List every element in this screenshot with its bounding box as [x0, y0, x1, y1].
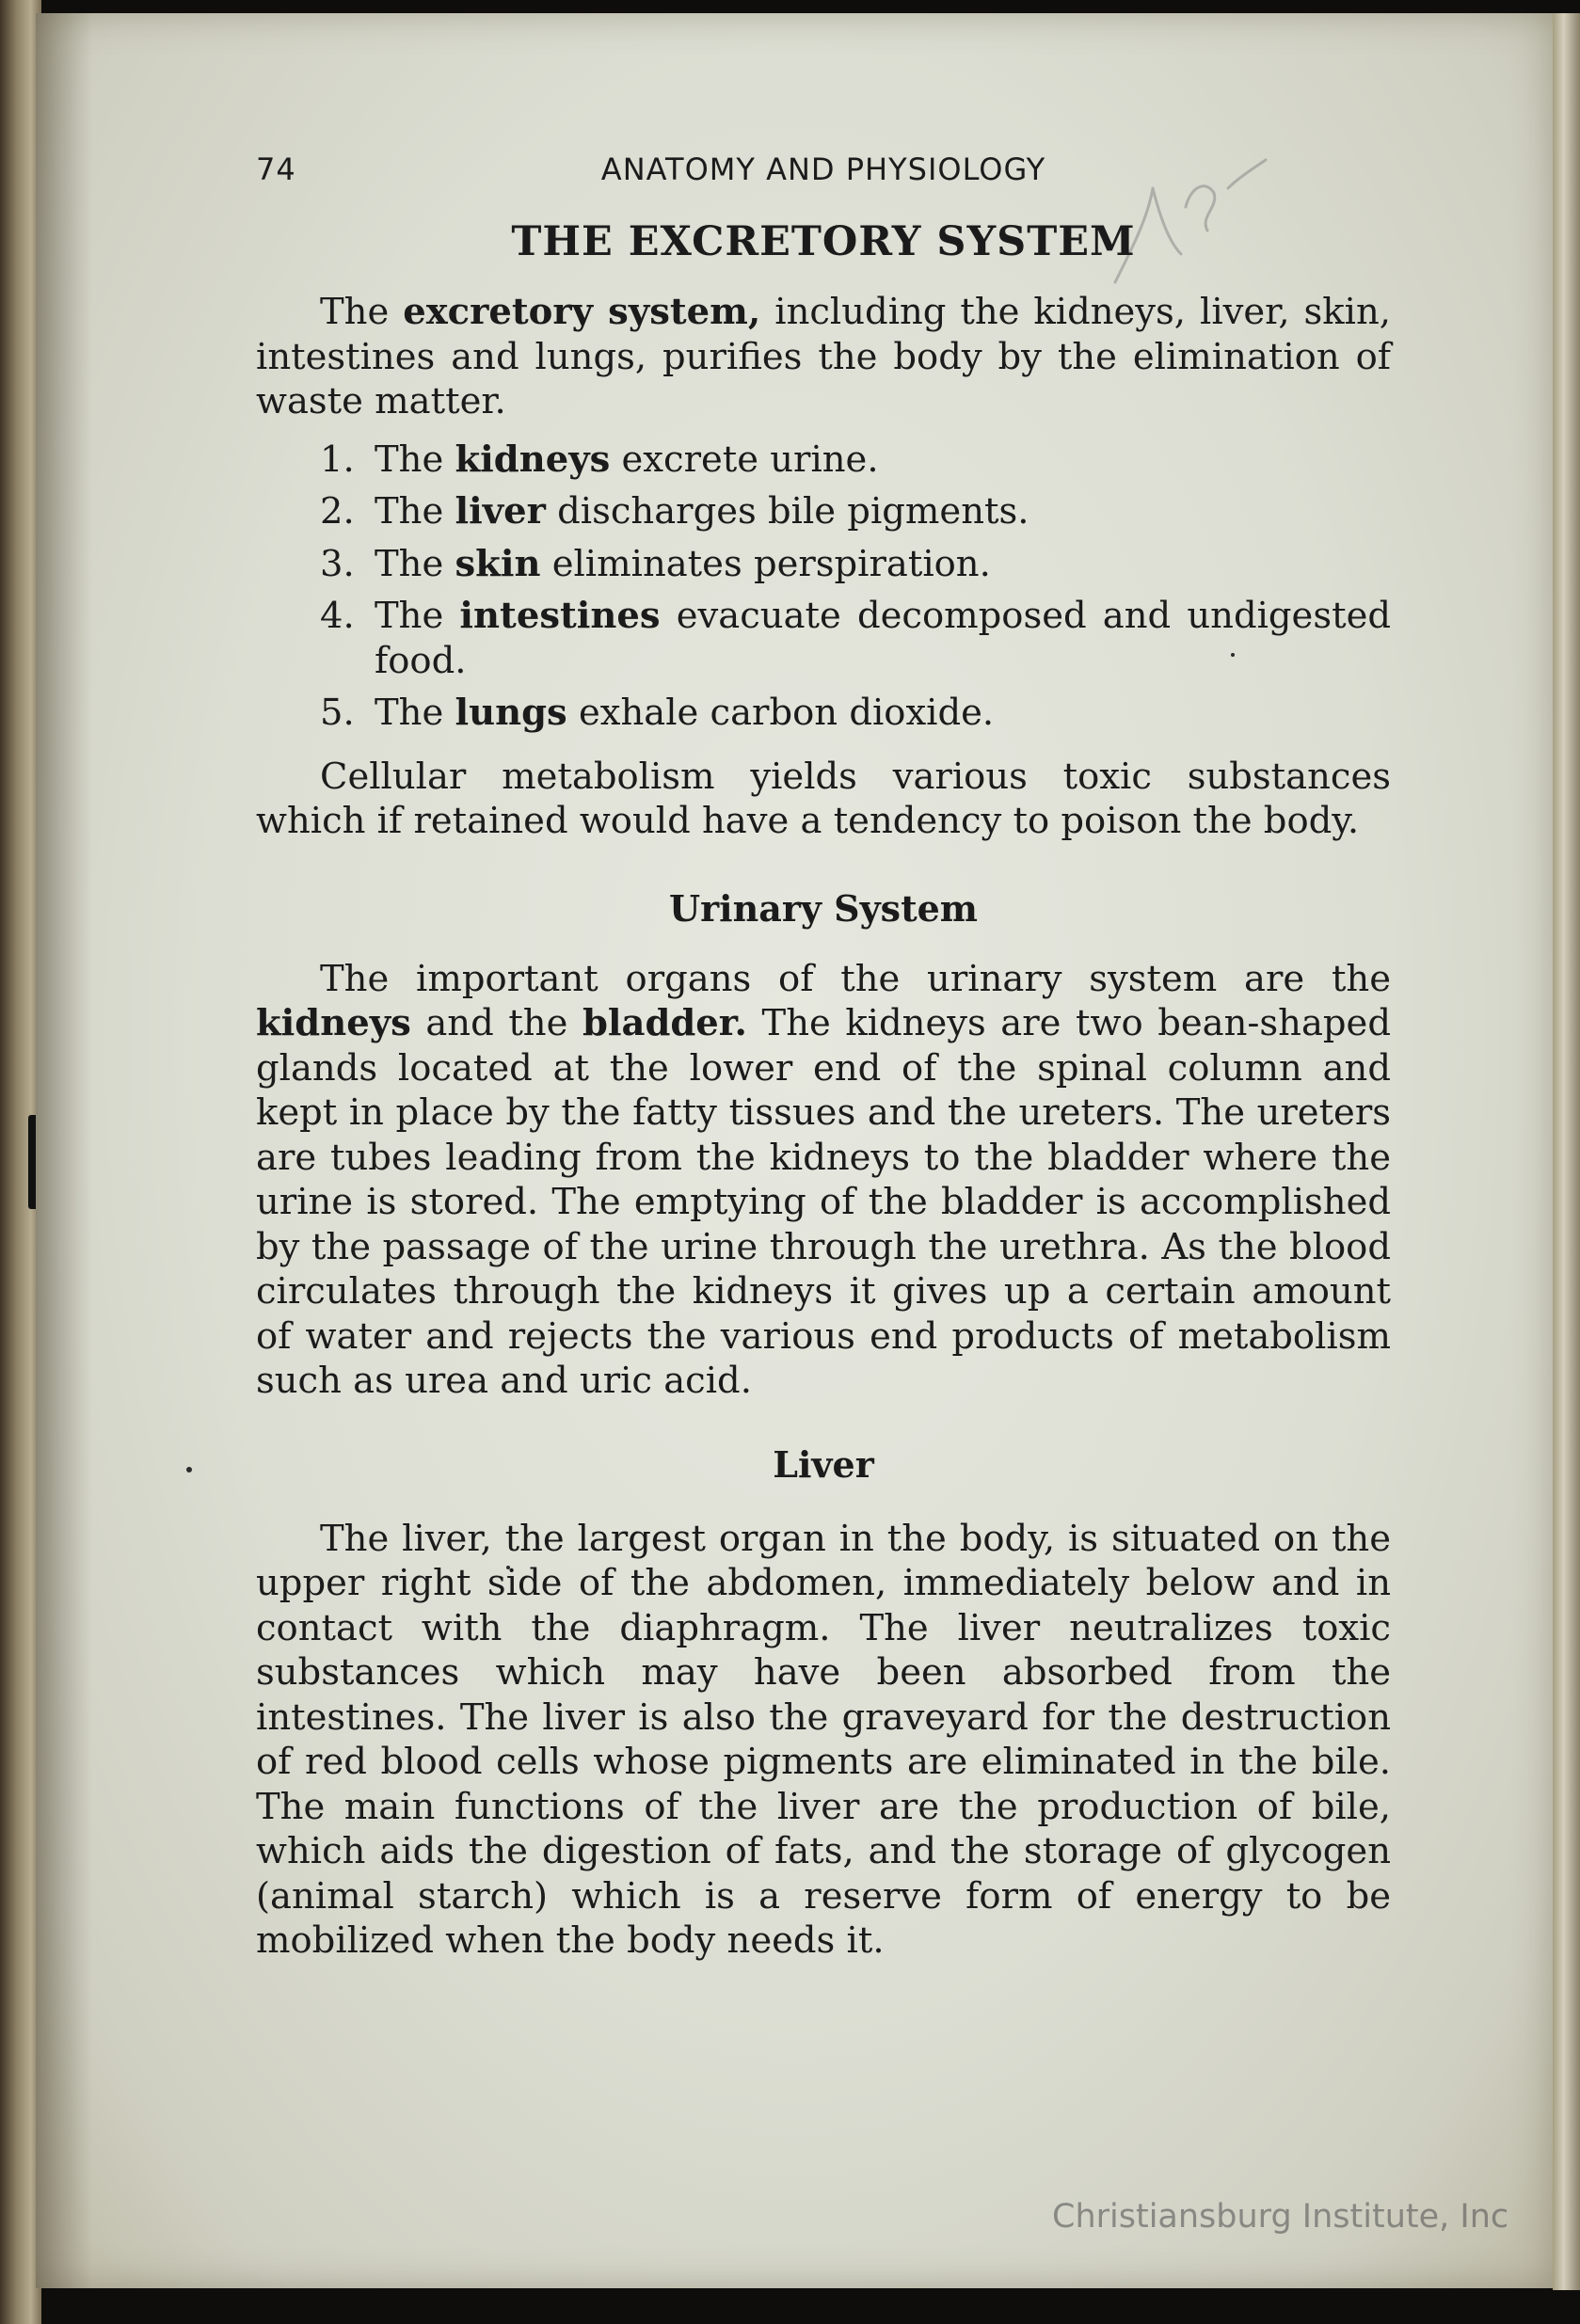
list-item-number: 5. — [320, 692, 355, 734]
list-item-after: eliminates perspiration. — [540, 542, 991, 585]
list-item-after: evacuate decomposed and undigested food. — [375, 595, 1391, 682]
list-item — [320, 691, 1391, 736]
list-item-organ: intestines — [459, 595, 661, 637]
urinary-rest: The kidneys are two bean-shaped glands located at the lower end of the spinal column and kept in place by the fatty tissues and the ureters. The ureters are tubes leading from the kidneys to the bladder where the urine is stored. The emptying of the bladder is accomplished by the passage of the urine through the urethra. As the blood circulates through the kidneys it gives up a certain amount of water and rejects the various end products of metabolism such as urea and uric acid. — [256, 1002, 1391, 1402]
list-item-after: exhale carbon dioxide. — [567, 692, 995, 734]
list-item-after: excrete urine. — [610, 438, 879, 481]
institution-watermark: Christiansburg Institute, Inc — [1052, 2198, 1509, 2236]
list-item-organ: skin — [455, 542, 541, 585]
urinary-term-kidneys: kidneys — [256, 1002, 411, 1044]
page-stack-edge — [1553, 13, 1580, 2290]
intro-rest: including the kidneys, liver, skin, intestines and lungs, purifies the body by the elimination of waste matter. — [256, 291, 1391, 422]
chapter-title: THE EXCRETORY SYSTEM — [511, 218, 1136, 265]
list-item — [320, 438, 1391, 483]
list-item-organ: kidneys — [455, 438, 611, 481]
list-item-before: The — [375, 490, 455, 533]
page-content — [256, 141, 1391, 1964]
running-header — [256, 141, 1391, 198]
list-item-organ: liver — [455, 490, 546, 533]
list-item-text — [375, 438, 1391, 483]
list-item-text — [375, 489, 1391, 534]
gutter-shadow — [36, 13, 92, 2288]
paper-speck — [186, 1467, 192, 1472]
list-item-number: 1. — [320, 438, 355, 481]
intro-term: excretory system, — [403, 291, 761, 333]
list-item-number: 4. — [320, 595, 355, 637]
liver-heading: Liver — [773, 1442, 874, 1486]
urinary-middle: and the — [410, 1002, 583, 1044]
running-title: ANATOMY AND PHYSIOLOGY — [600, 151, 1046, 187]
urinary-system-heading: Urinary System — [668, 886, 979, 930]
list-item-number: 2. — [320, 490, 355, 533]
intro-lead: The — [320, 291, 404, 333]
list-item — [320, 489, 1391, 534]
page-number: 74 — [256, 151, 296, 187]
list-item-before: The — [375, 542, 455, 585]
list-item-before: The — [375, 438, 455, 481]
urinary-term-bladder: bladder. — [582, 1002, 747, 1044]
list-item-text — [375, 691, 1391, 736]
list-item — [320, 542, 1391, 587]
intro-paragraph — [256, 290, 1391, 424]
liver-paragraph: The liver, the largest organ in the body, is situated on the upper right side of the abdomen, immediately below and in contact with the diaphragm. The liver neutralizes toxic substances which may have been absorbed from the intestines. The liver is also the graveyard for the destruction of red blood cells whose pigments are eliminated in the bile. The main functions of the liver are the production of bile, which aids the digestion of fats, and the storage of glycogen (animal starch) which is a reserve form of energy to be mobilized when the body needs it. — [256, 1517, 1391, 1962]
list-item-text — [375, 594, 1391, 683]
list-item-organ: lungs — [455, 692, 567, 734]
list-item — [320, 594, 1391, 683]
list-item-text — [375, 542, 1391, 587]
urinary-system-paragraph — [256, 957, 1391, 1404]
list-item-number: 3. — [320, 542, 355, 585]
urinary-lead: The important organs of the urinary system are the — [320, 957, 1391, 1000]
list-item-after: discharges bile pigments. — [545, 490, 1029, 533]
metabolism-paragraph: Cellular metabolism yields various toxic substances which if retained would have a tendency to poison the body. — [256, 755, 1391, 842]
list-item-before: The — [375, 692, 455, 734]
organ-list — [256, 438, 1391, 736]
list-item-before: The — [375, 595, 460, 637]
